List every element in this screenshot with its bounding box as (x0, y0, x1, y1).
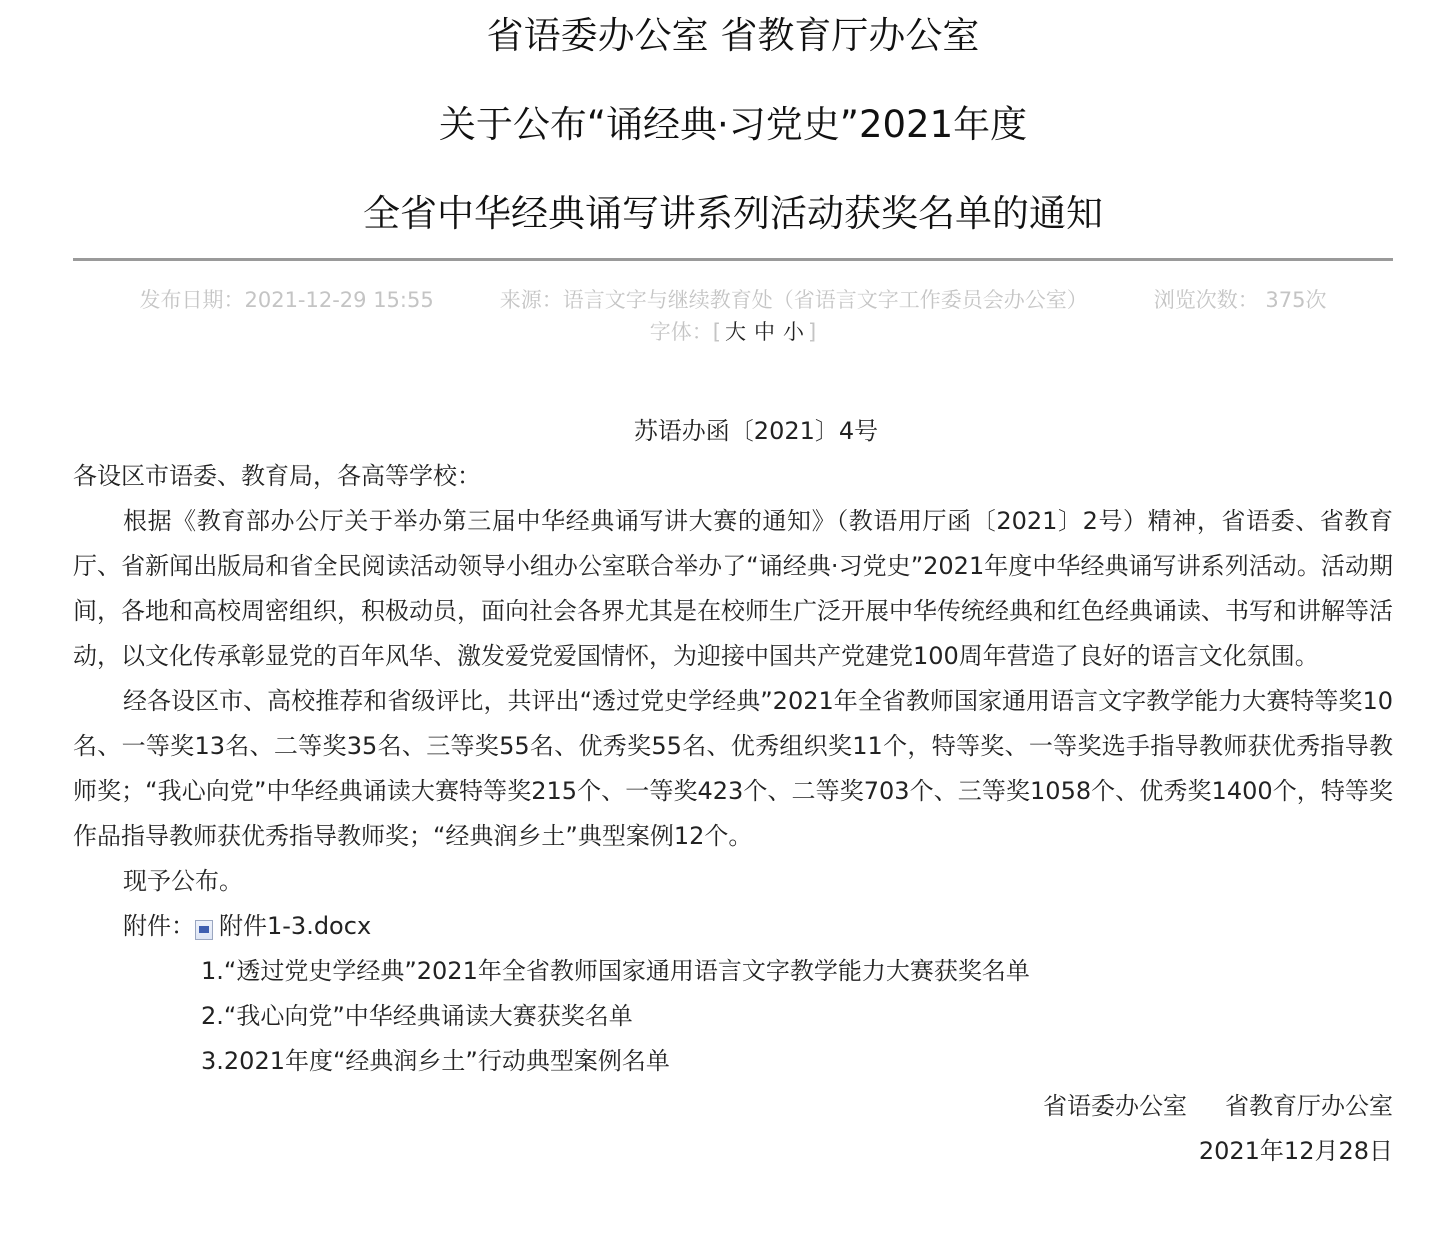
attachment-label: 附件： (123, 912, 195, 940)
word-document-icon (195, 920, 213, 940)
font-size-small-link[interactable]: 小 (783, 320, 804, 344)
title-line-3: 全省中华经典诵写讲系列活动获奖名单的通知 (363, 192, 1103, 235)
meta-row (73, 284, 1393, 316)
signature-office-1: 省语委办公室 (1043, 1092, 1187, 1120)
font-size-selector (73, 316, 1393, 348)
attachment-list-item-1: 1.“透过党史学经典”2021年全省教师国家通用语言文字教学能力大赛获奖名单 (201, 957, 1030, 985)
source-text: 来源：语言文字与继续教育处（省语言文字工作委员会办公室） (499, 288, 1088, 312)
view-count: 浏览次数： 375次 (1153, 288, 1327, 312)
bracket-close: ] (808, 320, 817, 344)
font-size-large-link[interactable]: 大 (725, 320, 746, 344)
notice-title (73, 14, 1393, 236)
article-body (73, 409, 1393, 1174)
attachment-list-item-3: 3.2021年度“经典润乡土”行动典型案例名单 (201, 1047, 670, 1075)
attachment-row (73, 904, 1393, 949)
signature-office-2: 省教育厅办公室 (1225, 1092, 1393, 1120)
article-meta (73, 284, 1393, 348)
attachment-file-link[interactable]: 附件1-3.docx (219, 912, 372, 940)
paragraph-1: 根据《教育部办公厅关于举办第三届中华经典诵写讲大赛的通知》（教语用厅函〔2021〕2号）精神，省语委、省教育厅、省新闻出版局和省全民阅读活动领导小组办公室联合举办了“诵经典·习党史”2021年度中华经典诵写讲系列活动。活动期间，各地和高校周密组织，积极动员，面向社会各界尤其是在校师生广泛开展中华传统经典和红色经典诵读、书写和讲解等活动，以文化传承彰显党的百年风华、激发爱党爱国情怀，为迎接中国共产党建党100周年营造了良好的语言文化氛围。 (73, 507, 1393, 670)
notice-page (73, 0, 1393, 1165)
font-size-label: 字体： (649, 320, 713, 344)
attachment-list-item-2: 2.“我心向党”中华经典诵读大赛获奖名单 (201, 1002, 633, 1030)
title-divider (73, 258, 1393, 261)
bracket-open: [ (712, 320, 721, 344)
title-line-1: 省语委办公室 省教育厅办公室 (486, 14, 980, 57)
document-number: 苏语办函〔2021〕4号 (633, 417, 879, 445)
publish-date: 发布日期：2021-12-29 15:55 (139, 288, 434, 312)
signature-row (73, 1084, 1393, 1129)
title-line-2: 关于公布“诵经典·习党史”2021年度 (438, 103, 1028, 146)
announce-text: 现予公布。 (123, 867, 243, 895)
paragraph-2: 经各设区市、高校推荐和省级评比，共评出“透过党史学经典”2021年全省教师国家通用语言文字教学能力大赛特等奖10名、一等奖13名、二等奖35名、三等奖55名、优秀奖55名、优秀组织奖11个，特等奖、一等奖选手指导教师获优秀指导教师奖；“我心向党”中华经典诵读大赛特等奖215个、一等奖423个、二等奖703个、三等奖1058个、优秀奖1400个，特等奖作品指导教师获优秀指导教师奖；“经典润乡土”典型案例12个。 (73, 687, 1393, 850)
font-size-medium-link[interactable]: 中 (754, 320, 775, 344)
signature-date: 2021年12月28日 (1198, 1137, 1393, 1165)
salutation: 各设区市语委、教育局，各高等学校： (73, 462, 481, 490)
